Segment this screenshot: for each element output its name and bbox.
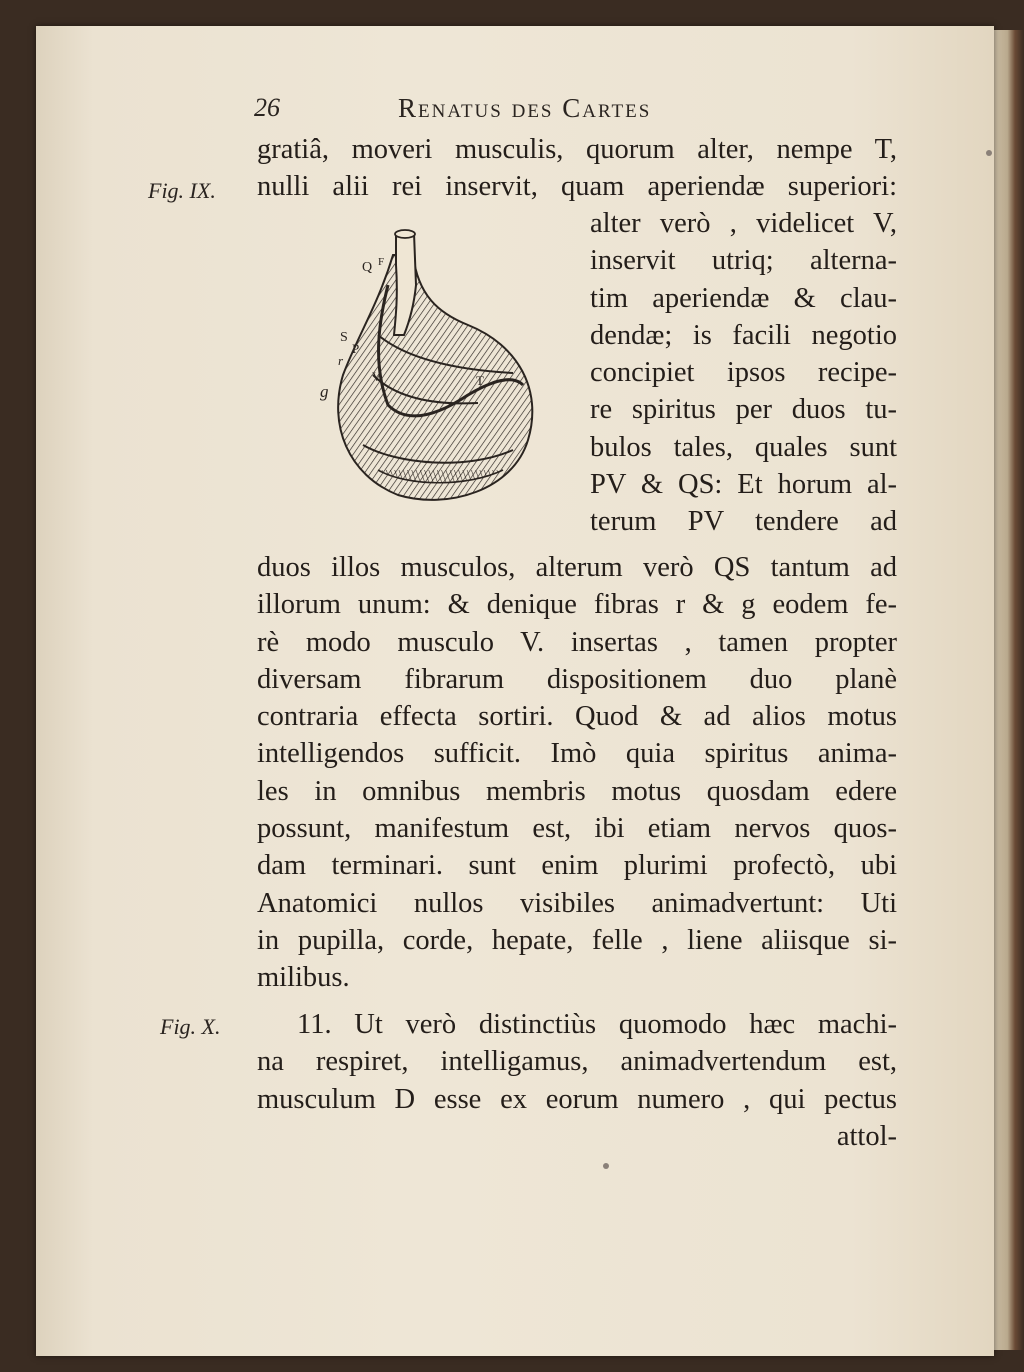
text-line: nulli alii rei inservit, quam aperiendæ superiori:	[257, 171, 897, 203]
svg-text:P: P	[352, 341, 360, 356]
text-line: duos illos musculos, alterum verò QS tantum ad	[257, 552, 897, 583]
svg-text:S: S	[340, 330, 348, 345]
paper-spot	[986, 150, 992, 156]
text-block-section-11	[257, 1006, 897, 1155]
margin-note-fig-ix: Fig. IX.	[148, 178, 216, 203]
text-line: illorum unum: & denique fibras r & g eodem fe-	[257, 589, 897, 621]
text-line: 11. Ut verò distinctiùs quomodo hæc machi-	[297, 1009, 897, 1040]
text-line: terum PV tendere ad	[590, 506, 897, 538]
text-line: tim aperiendæ & clau-	[590, 282, 897, 314]
text-line: dendæ; is facili negotio	[590, 319, 897, 351]
text-line: possunt, manifestum est, ibi etiam nervos quos-	[257, 813, 897, 845]
svg-text:F: F	[378, 256, 385, 268]
text-line: na respiret, intelligamus, animadvertendum est,	[257, 1046, 897, 1078]
text-line: in pupilla, corde, hepate, felle , liene aliisque si-	[257, 924, 897, 956]
text-line: milibus.	[257, 962, 350, 994]
text-line: diversam fibrarum dispositionem duo planè	[257, 663, 897, 695]
eye-muscle-woodcut	[318, 225, 543, 510]
svg-text:Q: Q	[362, 260, 373, 275]
paper-spot-bottom	[603, 1163, 609, 1169]
catchword: attol-	[836, 1120, 897, 1152]
text-line: inservit utriq; alterna-	[590, 245, 897, 277]
text-line: dam terminari. sunt enim plurimi profectò, ubi	[257, 850, 897, 882]
page-number: 26	[254, 93, 280, 122]
svg-text:r: r	[338, 353, 344, 368]
svg-text:T: T	[476, 373, 484, 388]
text-line: Anatomici nullos visibiles animadvertunt: Uti	[257, 887, 897, 919]
text-line: musculum D esse ex eorum numero , qui pectus	[257, 1083, 897, 1115]
svg-text:V: V	[372, 369, 382, 384]
text-line: PV & QS: Et horum al-	[590, 469, 897, 501]
text-line: re spiritus per duos tu-	[590, 394, 897, 426]
running-title: Renatus des Cartes	[398, 93, 652, 123]
svg-text:g: g	[320, 382, 329, 401]
text-line: gratiâ, moveri musculis, quorum alter, nempe T,	[257, 134, 897, 165]
margin-note-fig-x: Fig. X.	[160, 1014, 221, 1039]
text-line: concipiet ipsos recipe-	[590, 357, 897, 389]
text-block-top	[257, 131, 897, 206]
text-block-bottom	[257, 549, 897, 997]
text-line: alter verò , videlicet V,	[590, 208, 897, 239]
page-edge	[994, 30, 1024, 1350]
text-line: contraria effecta sortiri. Quod & ad alios motus	[257, 701, 897, 733]
text-line: bulos tales, quales sunt	[590, 431, 897, 463]
text-line: intelligendos sufficit. Imò quia spiritus anima-	[257, 738, 897, 770]
text-line: les in omnibus membris motus quosdam edere	[257, 775, 897, 807]
text-block-beside-figure	[590, 205, 897, 541]
text-line: rè modo musculo V. insertas , tamen propter	[257, 626, 897, 658]
page-header	[254, 93, 894, 127]
